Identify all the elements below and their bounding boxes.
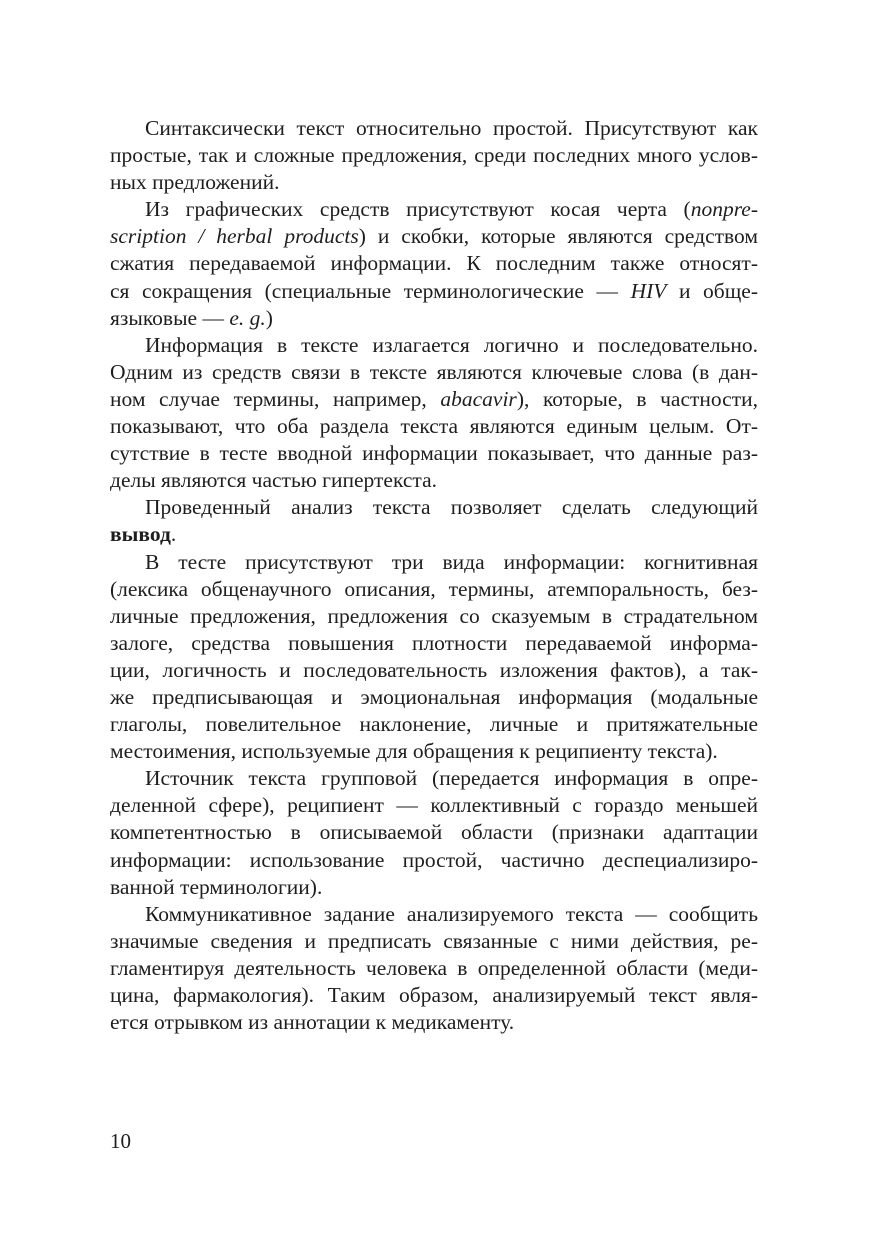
text-run: деленной сфере), реципиент — коллективный с гораздо меньшей (110, 793, 758, 818)
text-line (110, 1009, 758, 1036)
text-run: ном случае термины, например, (110, 386, 441, 411)
text-run: местоимения, используемые для обращения к реципиенту текста). (110, 739, 718, 764)
text-run: ), которые, в частности, (516, 386, 758, 411)
text-line (110, 549, 758, 576)
text-run: значимые сведения и предписать связанные с ними действия, ре- (110, 928, 758, 953)
italic-term: scription / herbal products (110, 224, 359, 249)
paragraph-source (110, 765, 758, 900)
text-run: цина, фармакология). Таким образом, анализируемый текст явля- (110, 983, 758, 1007)
text-line (110, 494, 758, 521)
text-run: Синтаксически текст относительно простой. Присутствуют как (145, 116, 758, 140)
text-run: ных предложений. (110, 170, 280, 195)
text-run: ется отрывком из аннотации к медикаменту. (110, 1010, 515, 1035)
page-number: 10 (110, 1129, 131, 1153)
text-run: Одним из средств связи в тексте являются ключевые слова (в дан- (110, 359, 758, 384)
text-run: ванной терминологии). (110, 874, 323, 899)
text-line (110, 142, 758, 169)
text-line (110, 359, 758, 386)
text-line (110, 819, 758, 846)
text-line (110, 955, 758, 982)
text-line (110, 792, 758, 819)
italic-term: nonpre- (690, 197, 758, 222)
text-line (110, 250, 758, 277)
italic-term: e. g. (229, 305, 266, 330)
text-line (110, 115, 758, 142)
text-line (110, 711, 758, 738)
text-line (110, 467, 758, 494)
text-run: Информация в тексте излагается логично и последовательно. (145, 332, 758, 357)
paragraph-logic (110, 332, 758, 495)
text-run: (лексика общенаучного описания, термины, атемпоральность, без- (110, 576, 758, 601)
text-run: ) (265, 305, 273, 330)
text-line (110, 440, 758, 467)
paragraph-syntax (110, 115, 758, 196)
text-line (110, 332, 758, 359)
text-line (110, 413, 758, 440)
italic-term: abacavir (440, 386, 517, 411)
text-run: личные предложения, предложения со сказуемым в страдательном (110, 603, 758, 628)
text-line (110, 386, 758, 413)
paragraph-graphic (110, 196, 758, 331)
body-text (110, 115, 758, 1036)
text-run: Источник текста групповой (передается информация в опре- (145, 766, 758, 791)
text-run: сутствие в тесте вводной информации показывает, что данные раз- (110, 441, 758, 466)
text-run: гламентируя деятельность человека в определенной области (меди- (110, 955, 758, 980)
text-run: залоге, средства повышения плотности передаваемой информа- (110, 630, 758, 655)
text-line (110, 738, 758, 765)
text-run: Из графических средств присутствуют косая черта ( (145, 197, 691, 222)
text-run: простые, так и сложные предложения, среди последних много услов- (110, 143, 758, 168)
text-run: делы являются частью гипертекста. (110, 468, 437, 493)
text-run: глаголы, повелительное наклонение, личные и притяжательные (110, 712, 758, 737)
text-line (110, 603, 758, 630)
text-run: ) и скобки, которые являются средством (358, 224, 758, 249)
text-run: компетентностью в описываемой области (признаки адаптации (110, 820, 758, 845)
italic-term: HIV (630, 278, 667, 303)
text-line (110, 630, 758, 657)
bold-term: вывод (110, 522, 171, 547)
text-run: сжатия передаваемой информации. К последним также относят- (110, 251, 758, 276)
text-run: Проведенный анализ текста позволяет сделать следующий (145, 495, 758, 520)
text-line (110, 305, 758, 332)
text-run: . (170, 522, 177, 547)
text-line (110, 874, 758, 901)
text-run: же предписывающая и эмоциональная информация (модальные (110, 684, 758, 709)
text-line (110, 684, 758, 711)
text-line (110, 657, 758, 684)
text-run: ся сокращения (специальные терминологические — (110, 278, 631, 303)
text-line (110, 928, 758, 955)
text-line (110, 901, 758, 928)
paragraph-info-types (110, 549, 758, 766)
text-run: В тесте присутствуют три вида информации: когнитивная (145, 549, 758, 574)
text-line (110, 765, 758, 792)
paragraph-communicative-task (110, 901, 758, 1036)
text-run: ции, логичность и последовательность изложения фактов), а так- (110, 657, 758, 682)
text-line (110, 278, 758, 305)
text-line (110, 847, 758, 874)
text-line (110, 169, 758, 196)
text-run: и обще- (666, 278, 758, 303)
text-line (110, 982, 758, 1009)
text-line (110, 576, 758, 603)
text-run: показывают, что оба раздела текста являются единым целым. От- (110, 414, 758, 439)
paragraph-conclusion-intro (110, 494, 758, 548)
text-line (110, 223, 758, 250)
text-run: информации: использование простой, частично деспециализиро- (110, 847, 758, 872)
text-line (110, 196, 758, 223)
text-line (110, 521, 758, 548)
text-run: Коммуникативное задание анализируемого текста — сообщить (145, 901, 758, 926)
text-run: языковые — (110, 305, 230, 330)
